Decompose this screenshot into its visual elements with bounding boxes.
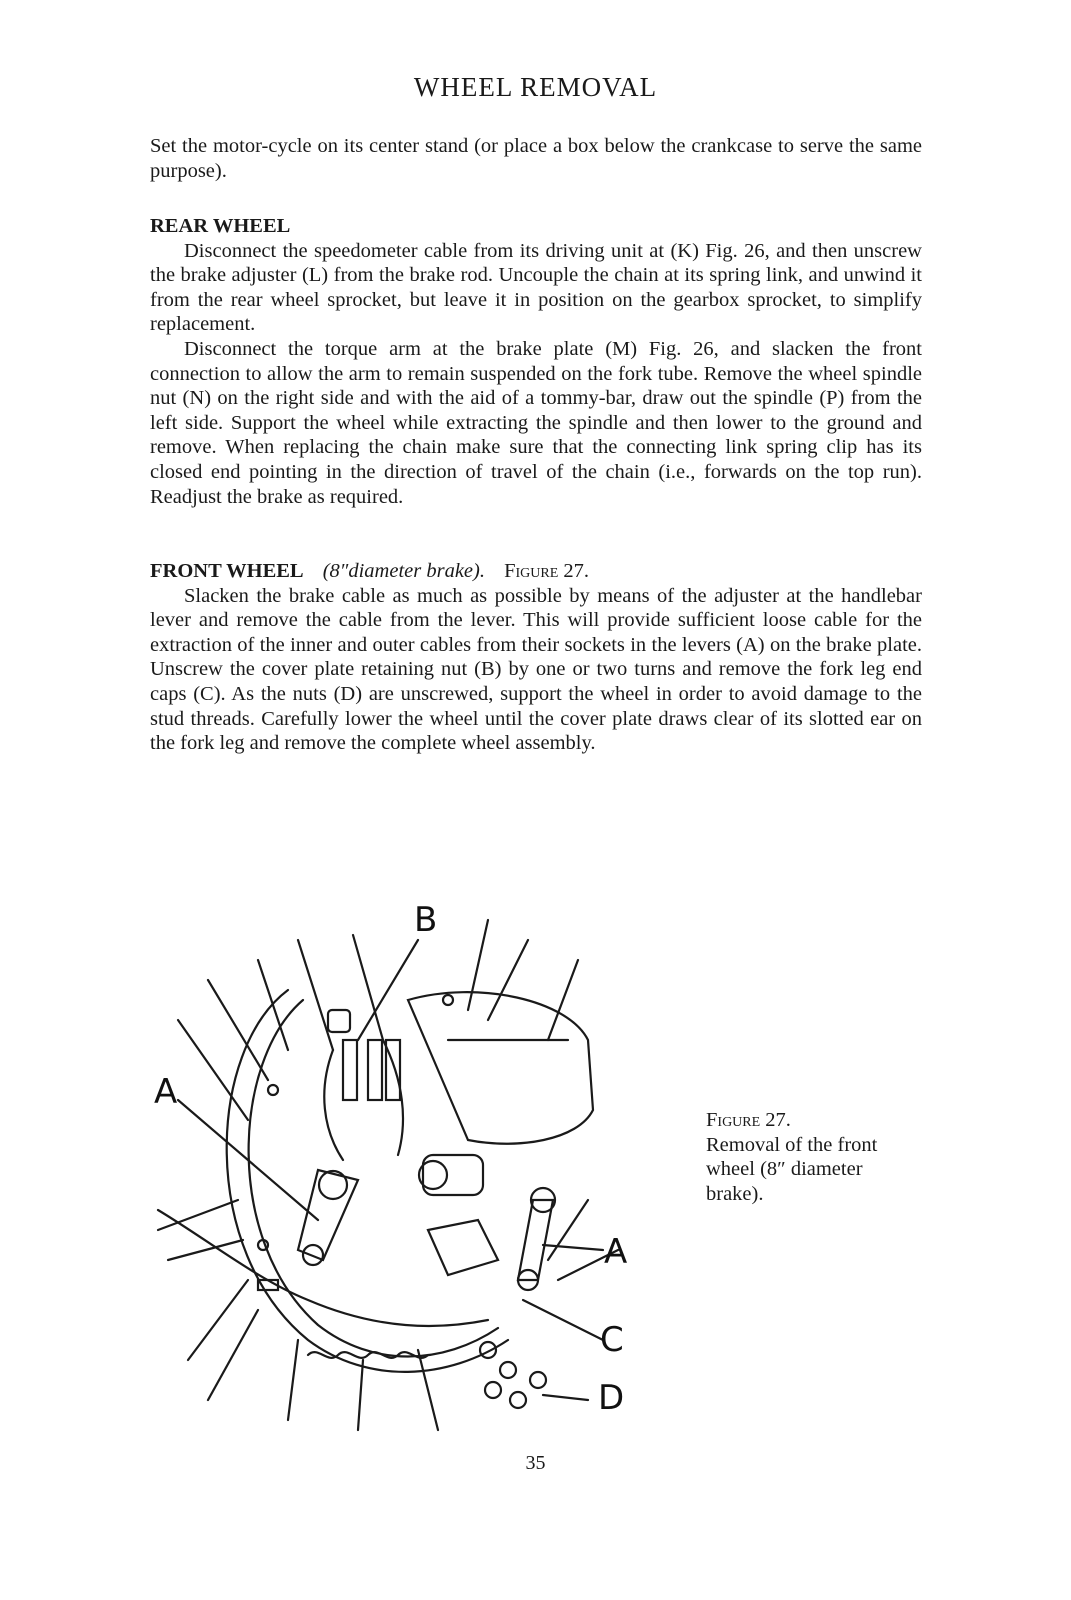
rear-wheel-section [150, 214, 922, 509]
rear-wheel-heading: REAR WHEEL [150, 215, 291, 237]
front-wheel-heading-line [150, 559, 922, 584]
brake-assembly-drawing [148, 900, 648, 1440]
label-a-left: A [154, 1072, 178, 1112]
page-number: 35 [525, 1452, 546, 1474]
front-wheel-heading-note: (8″diameter brake). [322, 560, 485, 582]
front-wheel-section [150, 559, 922, 756]
label-b: B [414, 900, 438, 940]
label-c: C [600, 1320, 624, 1360]
figure-caption [706, 1108, 906, 1206]
figure-27-illustration [148, 900, 648, 1440]
rear-wheel-paragraph-1: Disconnect the speedometer cable from its driving unit at (K) Fig. 26, and then unscrew the brake adjuster (L) from the brake rod. Uncouple the chain at its spring link, and unwind it from the rear wheel sprocket, but leave it in position on the gearbox sprocket, to simplify replacement. [150, 239, 922, 336]
label-a-right: A [604, 1232, 628, 1272]
rear-wheel-paragraph-2: Disconnect the torque arm at the brake plate (M) Fig. 26, and slacken the front connection to allow the arm to remain suspended on the fork tube. Remove the wheel spindle nut (N) on the right side and with the aid of a tommy-bar, draw out the spindle (P) from the left side. Support the wheel while extracting the spindle and then lower to the ground and remove. When replacing the chain make sure that the connecting link spring clip has its closed end pointing in the direction of travel of the chain (i.e., forwards on the top run). Readjust the brake as required. [150, 337, 922, 508]
front-wheel-heading: FRONT WHEEL [150, 560, 304, 582]
front-wheel-paragraph-1: Slacken the brake cable as much as possible by means of the adjuster at the handlebar lever and remove the cable from the lever. This will provide sufficient loose cable for the extraction of the inner and outer cables from their sockets in the levers (A) on the brake plate. Unscrew the cover plate retaining nut (B) by one or two turns and remove the fork leg end caps (C). As the nuts (D) are unscrewed, support the wheel in order to avoid damage to the stud threads. Carefully lower the wheel until the cover plate draws clear of its slotted ear on the fork leg and remove the complete wheel assembly. [150, 584, 922, 755]
intro-paragraph: Set the motor-cycle on its center stand (or place a box below the crankcase to serve the same purpose). [150, 135, 922, 182]
figure-caption-text: Removal of the front wheel (8″ diameter brake). [706, 1133, 878, 1205]
page-title: WHEEL REMOVAL [413, 72, 658, 102]
intro-section [150, 134, 922, 183]
label-d: D [598, 1378, 625, 1418]
front-wheel-heading-figure: Figure 27. [504, 560, 590, 582]
figure-caption-title: Figure 27. [706, 1109, 791, 1131]
